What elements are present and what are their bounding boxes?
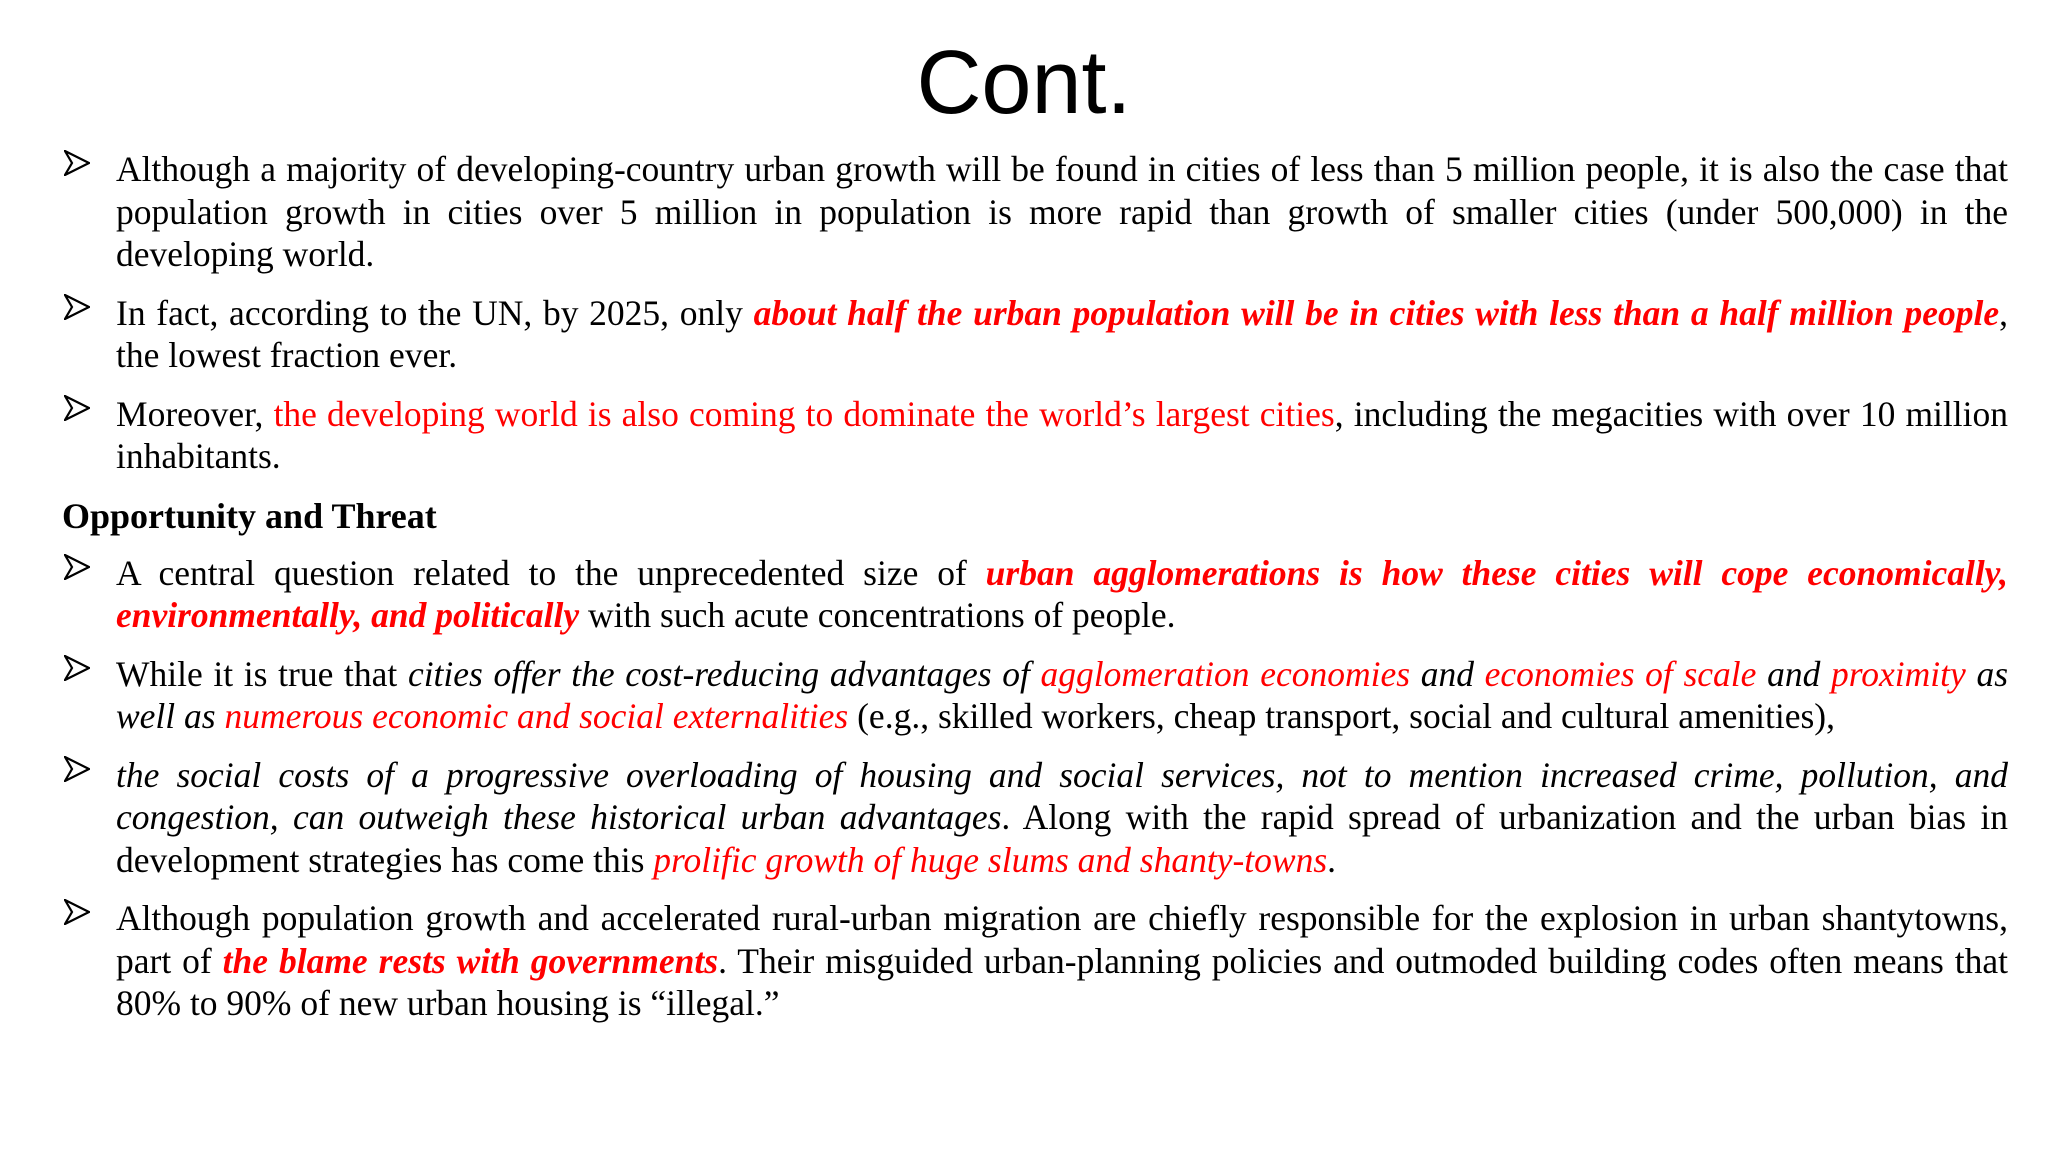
bullet-item <box>62 292 2008 377</box>
bullet-text: While it is true that <box>116 653 408 694</box>
emphasis-text: agglomeration economies <box>1040 653 1411 694</box>
emphasis-text: the blame rests with governments <box>222 940 719 981</box>
bullet-item <box>62 148 2008 276</box>
bullet-item <box>62 653 2008 738</box>
arrowhead-bullet-icon <box>64 756 90 782</box>
bullet-text: (e.g., skilled workers, cheap transport, social and cultural amenities), <box>848 696 1836 736</box>
italic-text: as well as <box>116 653 2009 736</box>
bullet-text: , including the megacities with over 10 million inhabitants. <box>116 393 2009 476</box>
arrowhead-bullet-icon <box>64 554 90 580</box>
emphasis-text: proximity <box>1831 653 1966 694</box>
emphasis-text: about half the urban population will be in cities with less than a half million people <box>753 292 2000 333</box>
bullet-text: Moreover, <box>116 393 274 434</box>
bullet-text: with such acute concentrations of people. <box>579 595 1176 635</box>
emphasis-text: urban agglomerations is how these cities will cope economically, environmentally, and politically <box>116 552 2009 635</box>
bullet-item <box>62 897 2008 1025</box>
bullet-text: A central question related to the unprecedented size of <box>116 552 986 593</box>
bullet-text: . Along with the rapid spread of urbanization and the urban bias in development strategies has come this <box>116 797 2008 880</box>
italic-text: and <box>1410 653 1485 694</box>
emphasis-text: economies of scale <box>1484 653 1757 694</box>
bullet-text: Although a majority of developing-country urban growth will be found in cities of less than 5 million people, it is also the case that population growth in cities over 5 million in population is more rapid than growth of smaller cities (under 500,000) in the developing world. <box>116 149 2008 274</box>
bullet-item <box>62 754 2008 882</box>
bullet-text: . <box>1327 839 1337 880</box>
italic-text: and <box>1756 653 1832 694</box>
bullet-item <box>62 393 2008 478</box>
bullet-text: Although population growth and accelerated rural-urban migration are chiefly responsible for the explosion in urban shantytowns, part of <box>116 898 2008 981</box>
italic-text: the social costs of a progressive overloading of housing and social services, not to mention increased crime, pollution, and congestion, can outweigh these historical urban advantages <box>116 754 2008 837</box>
bullet-text: . Their misguided urban-planning policies and outmoded building codes often means that 80% to 90% of new urban housing is “illegal.” <box>116 940 2009 1023</box>
italic-text: cities offer the cost-reducing advantages of <box>407 653 1041 694</box>
emphasis-text: numerous economic and social externalities <box>224 696 849 736</box>
bullet-text: , the lowest fraction ever. <box>116 292 2008 375</box>
arrowhead-bullet-icon <box>64 655 90 681</box>
emphasis-text: prolific growth of huge slums and shanty-towns <box>653 839 1328 880</box>
bullet-item <box>62 552 2008 637</box>
emphasis-text: the developing world is also coming to dominate the world’s largest cities <box>273 393 1335 434</box>
arrowhead-bullet-icon <box>64 294 90 320</box>
arrowhead-bullet-icon <box>64 395 90 421</box>
bullet-text: In fact, according to the UN, by 2025, only <box>116 292 754 333</box>
section-heading: Opportunity and Threat <box>62 495 437 536</box>
slide-title: Cont. <box>916 33 1132 133</box>
arrowhead-bullet-icon <box>64 150 90 176</box>
arrowhead-bullet-icon <box>64 899 90 925</box>
slide-content <box>62 148 2008 1041</box>
